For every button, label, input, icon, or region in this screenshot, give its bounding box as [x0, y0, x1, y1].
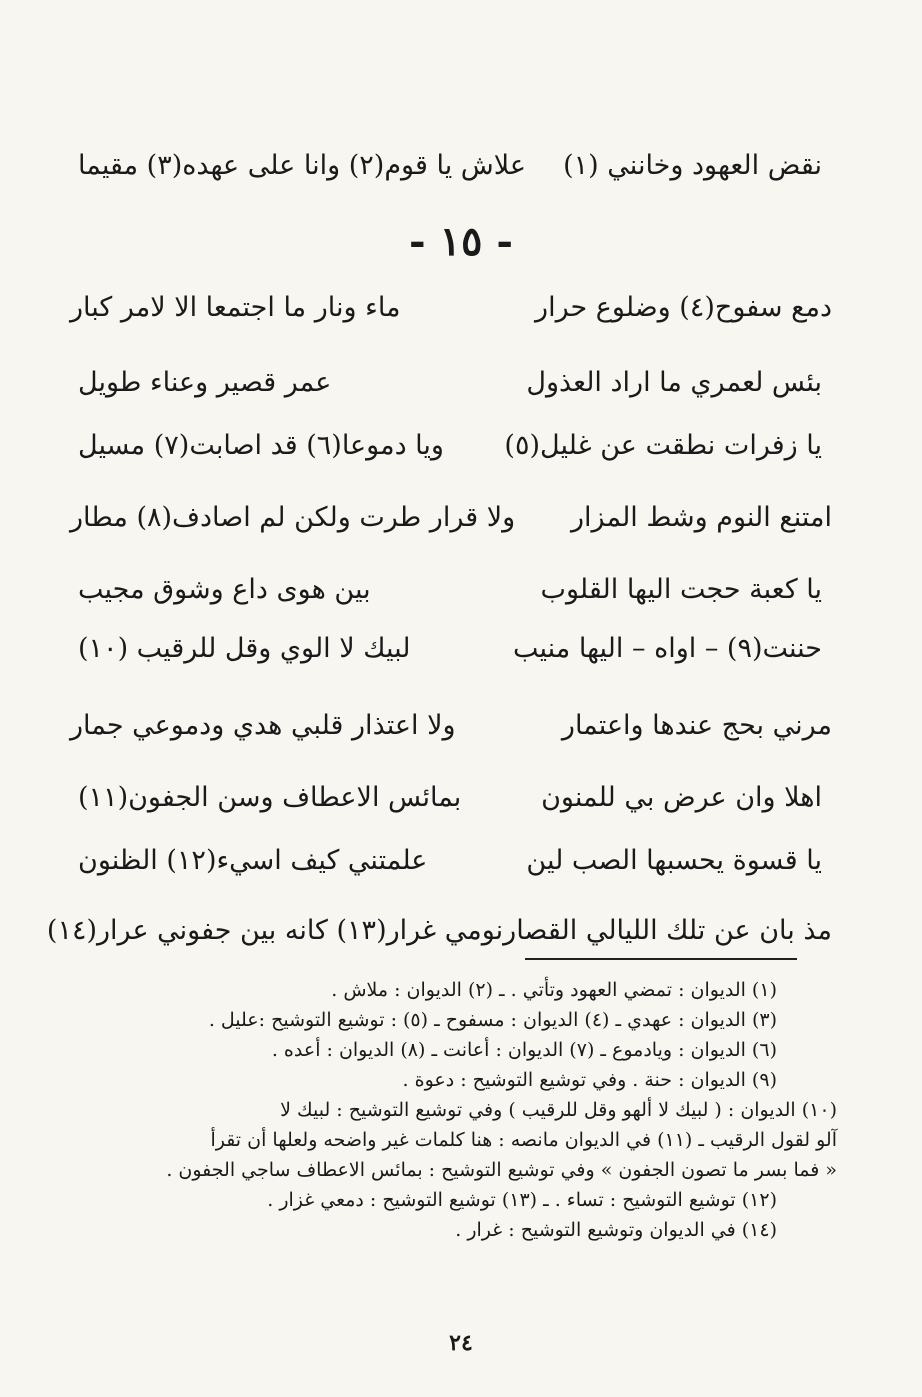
footnote: « فما بسر ما تصون الجفون » وفي توشيع التوشيح : بمائس الاعطاف ساجي الجفون . [166, 1159, 837, 1181]
verse-line [78, 430, 822, 461]
page-number: ٢٤ [449, 1330, 473, 1356]
verse-line [70, 502, 832, 533]
footnote: آلو لقول الرقيب ـ (١١) في الديوان مانصه : هنا كلمات غير واضحه ولعلها أن تقرأ [210, 1129, 837, 1151]
section-number: - ١٥ - [408, 218, 514, 265]
verse-line [46, 915, 832, 946]
hemistich-left: ولا اعتذار قلبي هدي ودموعي جمار [70, 710, 456, 741]
verse-line [78, 845, 822, 876]
hemistich-right: امتنع النوم وشط المزار [571, 502, 832, 533]
verse-line [70, 292, 832, 323]
hemistich-right: مذ بان عن تلك الليالي القصار [503, 915, 832, 946]
verse-line [70, 710, 832, 741]
hemistich-left: ويا دموعا(٦) قد اصابت(٧) مسيل [78, 430, 444, 461]
footnote: (١٤) في الديوان وتوشيع التوشيح : غرار . [455, 1219, 777, 1241]
footnote: (١) الديوان : تمضي العهود وتأتي . ـ (٢) الديوان : ملاش . [331, 979, 777, 1001]
footnote: (١٠) الديوان : ( لبيك لا ألهو وقل للرقيب ) وفي توشيع التوشيح : لبيك لا [280, 1099, 837, 1121]
footnote: (٣) الديوان : عهدي ـ (٤) الديوان : مسفوح ـ (٥) : توشيع التوشيح :عليل . [208, 1009, 777, 1031]
hemistich-left: ماء ونار ما اجتمعا الا لامر كبار [70, 292, 401, 323]
verse-line [78, 782, 822, 813]
hemistich-left: بين هوى داع وشوق مجيب [78, 574, 371, 605]
hemistich-right: يا زفرات نطقت عن غليل(٥) [504, 430, 822, 461]
verse-line [78, 574, 822, 605]
hemistich-right: نقض العهود وخانني (١) [563, 150, 822, 181]
hemistich-left: ولا قرار طرت ولكن لم اصادف(٨) مطار [70, 502, 516, 533]
hemistich-left: لبيك لا الوي وقل للرقيب (١٠) [78, 633, 411, 664]
hemistich-left: علمتني كيف اسيء(١٢) الظنون [78, 845, 428, 876]
hemistich-right: اهلا وان عرض بي للمنون [541, 782, 822, 813]
hemistich-right: يا قسوة يحسبها الصب لين [526, 845, 822, 876]
hemistich-left: بمائس الاعطاف وسن الجفون(١١) [78, 782, 462, 813]
hemistich-left: نومي غرار(١٣) كانه بين جفوني عرار(١٤) [46, 915, 504, 946]
hemistich-right: مرني بحج عندها واعتمار [561, 710, 832, 741]
verse-line-top [78, 150, 822, 181]
footnote-divider [525, 958, 797, 960]
hemistich-right: بئس لعمري ما اراد العذول [526, 367, 822, 398]
hemistich-right: يا كعبة حجت اليها القلوب [540, 574, 822, 605]
hemistich-right: دمع سفوح(٤) وضلوع حرار [535, 292, 832, 323]
hemistich-left: عمر قصير وعناء طويل [78, 367, 332, 398]
footnote: (٦) الديوان : ويادموع ـ (٧) الديوان : أعانت ـ (٨) الديوان : أعده . [271, 1039, 777, 1061]
hemistich-left: علاش يا قوم(٢) وانا على عهده(٣) مقيما [78, 150, 526, 181]
footnote: (٩) الديوان : حنة . وفي توشيع التوشيح : دعوة . [402, 1069, 777, 1091]
footnotes [90, 975, 837, 1245]
footnote: (١٢) توشيع التوشيح : تساء . ـ (١٣) توشيع التوشيح : دمعي غزار . [267, 1189, 777, 1211]
verse-line [78, 633, 822, 664]
hemistich-right: حننت(٩) – اواه – اليها منيب [513, 633, 822, 664]
verse-line [78, 367, 822, 398]
